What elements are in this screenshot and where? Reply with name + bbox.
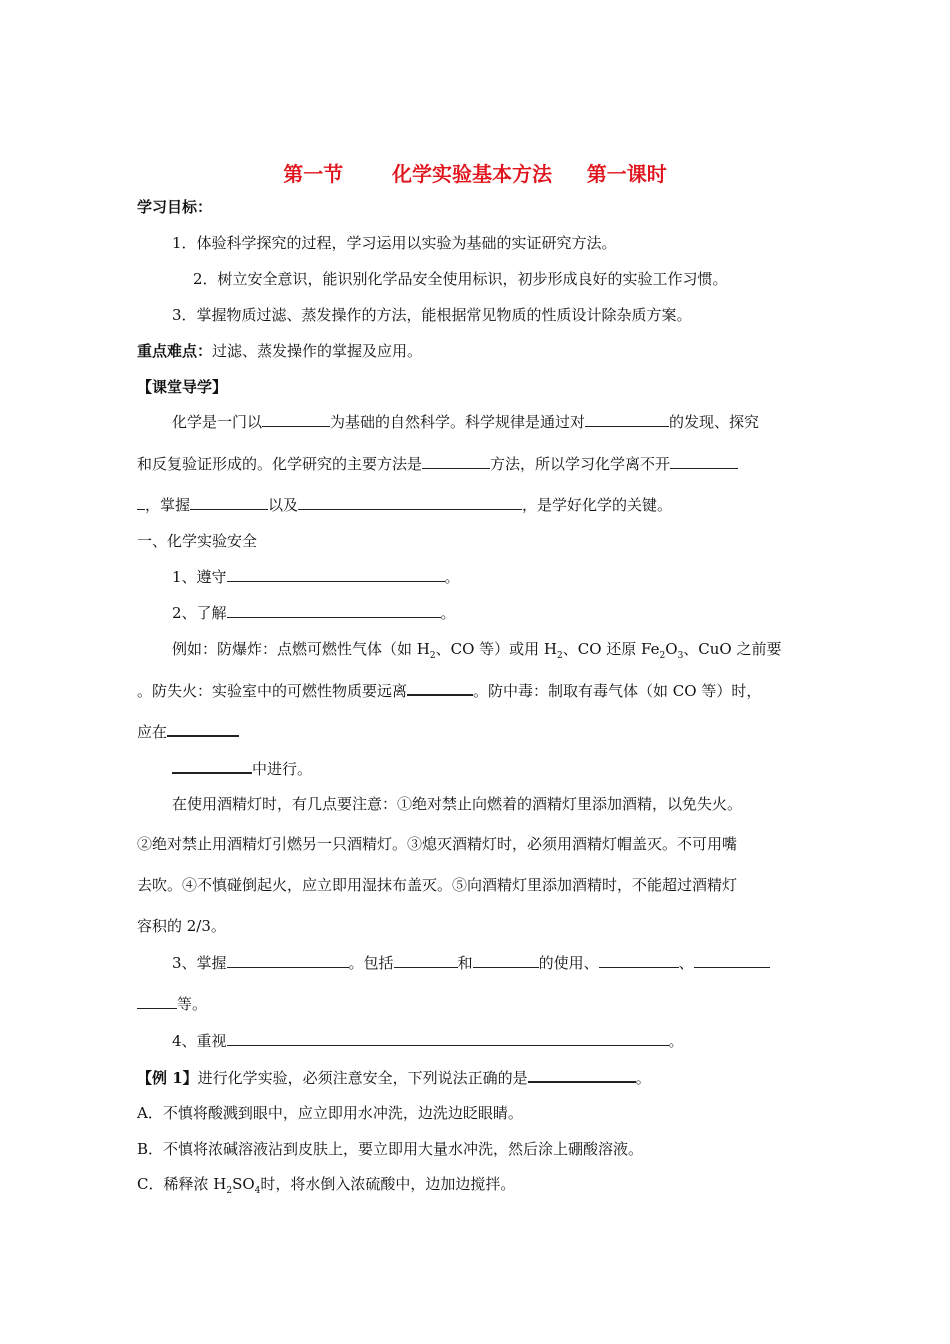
lamp-note-1: 在使用酒精灯时，有几点要注意：①绝对禁止向燃着的酒精灯里添加酒精，以免失火。 [172, 795, 743, 813]
subscript: 2 [226, 1186, 233, 1196]
example-fire [137, 680, 761, 701]
safety-item-4 [172, 1031, 684, 1051]
option-text: C．稀释浓 H [137, 1175, 227, 1193]
intro-line-2 [137, 454, 738, 474]
lamp-note-2: ②绝对禁止用酒精灯引燃另一只酒精灯。③熄灭酒精灯时，必须用酒精灯帽盖灭。不可用嘴 [137, 835, 738, 853]
fill-blank[interactable] [585, 412, 669, 427]
objective-item-1: 1．体验科学探究的过程，学习运用以实验为基础的实证研究方法。 [172, 234, 617, 252]
guide-heading: 【课堂导学】 [137, 378, 228, 396]
item-text: 1、遵守 [172, 568, 227, 586]
fill-blank[interactable] [599, 953, 679, 968]
item-text: 和 [457, 954, 473, 972]
item-text: 、 [678, 954, 694, 972]
fill-blank[interactable] [227, 953, 349, 968]
key-points-label: 重点难点： [137, 342, 213, 360]
example-text: 、CuO 之前要 [683, 640, 782, 658]
example-label: 【例 1】 [137, 1069, 198, 1087]
fill-blank[interactable] [137, 495, 145, 510]
option-c [137, 1174, 515, 1201]
option-text: SO [232, 1175, 255, 1193]
key-points [137, 341, 422, 361]
example-text: 例如：防爆炸：点燃可燃性气体（如 H [172, 640, 430, 658]
example-1-stem [137, 1067, 651, 1088]
safety-item-1 [172, 567, 460, 587]
fill-blank[interactable] [694, 953, 770, 968]
example-proceed [172, 758, 312, 779]
section1-heading: 一、化学实验安全 [137, 532, 258, 550]
item-text: 4、重视 [172, 1032, 227, 1050]
example-text: 中进行。 [252, 760, 313, 778]
objectives-heading: 学习目标： [137, 198, 213, 216]
item-text: 。 [440, 604, 456, 622]
intro-text: 化学是一门以 [172, 413, 263, 431]
intro-text: 的发现、探究 [669, 413, 760, 431]
lamp-note-4: 容积的 2/3。 [137, 917, 226, 935]
item-text: 的使用、 [538, 954, 599, 972]
example-text: O [665, 640, 678, 658]
example-text: 、CO 等）或用 H [435, 640, 557, 658]
example-text: 、CO 还原 Fe [562, 640, 660, 658]
fill-blank[interactable] [137, 994, 177, 1009]
example-text: 应在 [137, 723, 168, 741]
example-text: 。防失火：实验室中的可燃性物质要远离 [137, 682, 408, 700]
intro-line-1 [172, 412, 759, 432]
fill-blank[interactable] [167, 721, 239, 737]
subscript: 2 [659, 651, 666, 661]
example-poison [137, 721, 239, 742]
option-b: B．不慎将浓碱溶液沾到皮肤上，要立即用大量水冲洗，然后涂上硼酸溶液。 [137, 1140, 644, 1158]
item-text: 3、掌握 [172, 954, 227, 972]
fill-blank[interactable] [473, 953, 539, 968]
fill-blank[interactable] [172, 758, 252, 774]
fill-blank[interactable] [394, 953, 458, 968]
item-text: 。包括 [348, 954, 394, 972]
intro-text: ，掌握 [145, 496, 191, 514]
intro-text: ，是学好化学的关键。 [522, 496, 673, 514]
example-stem: 进行化学实验，必须注意安全，下列说法正确的是 [197, 1069, 528, 1087]
example-stem: 。 [635, 1069, 651, 1087]
safety-item-3 [172, 953, 770, 973]
intro-text: 以及 [268, 496, 299, 514]
fill-blank[interactable] [227, 603, 441, 618]
fill-blank[interactable] [190, 495, 268, 510]
intro-text: 为基础的自然科学。科学规律是通过对 [330, 413, 586, 431]
fill-blank[interactable] [262, 412, 330, 427]
page-title: 第一节 化学实验基本方法 第一课时 [283, 162, 667, 186]
lamp-note-3: 去吹。④不慎碰倒起火，应立即用湿抹布盖灭。⑤向酒精灯里添加酒精时，不能超过酒精灯 [137, 876, 738, 894]
intro-line-3 [137, 495, 672, 515]
example-text: 。防中毒：制取有毒气体（如 CO 等）时， [473, 682, 762, 700]
fill-blank[interactable] [670, 454, 738, 469]
answer-blank[interactable] [528, 1067, 636, 1083]
subscript: 2 [429, 651, 436, 661]
item-text: 等。 [177, 995, 208, 1013]
option-a: A．不慎将酸溅到眼中，应立即用水冲洗，边洗边眨眼睛。 [137, 1104, 523, 1122]
fill-blank[interactable] [227, 567, 445, 582]
example-explosion [172, 639, 782, 666]
fill-blank[interactable] [227, 1031, 669, 1046]
fill-blank[interactable] [298, 495, 522, 510]
subscript: 4 [254, 1186, 261, 1196]
fill-blank[interactable] [407, 680, 473, 696]
objective-item-2: 2．树立安全意识，能识别化学品安全使用标识，初步形成良好的实验工作习惯。 [193, 270, 728, 288]
subscript: 3 [677, 651, 684, 661]
intro-text: 和反复验证形成的。化学研究的主要方法是 [137, 455, 423, 473]
key-points-text: 过滤、蒸发操作的掌握及应用。 [212, 342, 423, 360]
item-text: 。 [444, 568, 460, 586]
item-text: 2、了解 [172, 604, 227, 622]
safety-item-3-end [137, 994, 207, 1014]
item-text: 。 [668, 1032, 684, 1050]
safety-item-2 [172, 603, 456, 623]
objective-item-3: 3．掌握物质过滤、蒸发操作的方法，能根据常见物质的性质设计除杂质方案。 [172, 306, 692, 324]
option-text: 时，将水倒入浓硫酸中，边加边搅拌。 [260, 1175, 516, 1193]
intro-text: 方法，所以学习化学离不开 [490, 455, 671, 473]
fill-blank[interactable] [422, 454, 490, 469]
subscript: 2 [557, 651, 563, 661]
